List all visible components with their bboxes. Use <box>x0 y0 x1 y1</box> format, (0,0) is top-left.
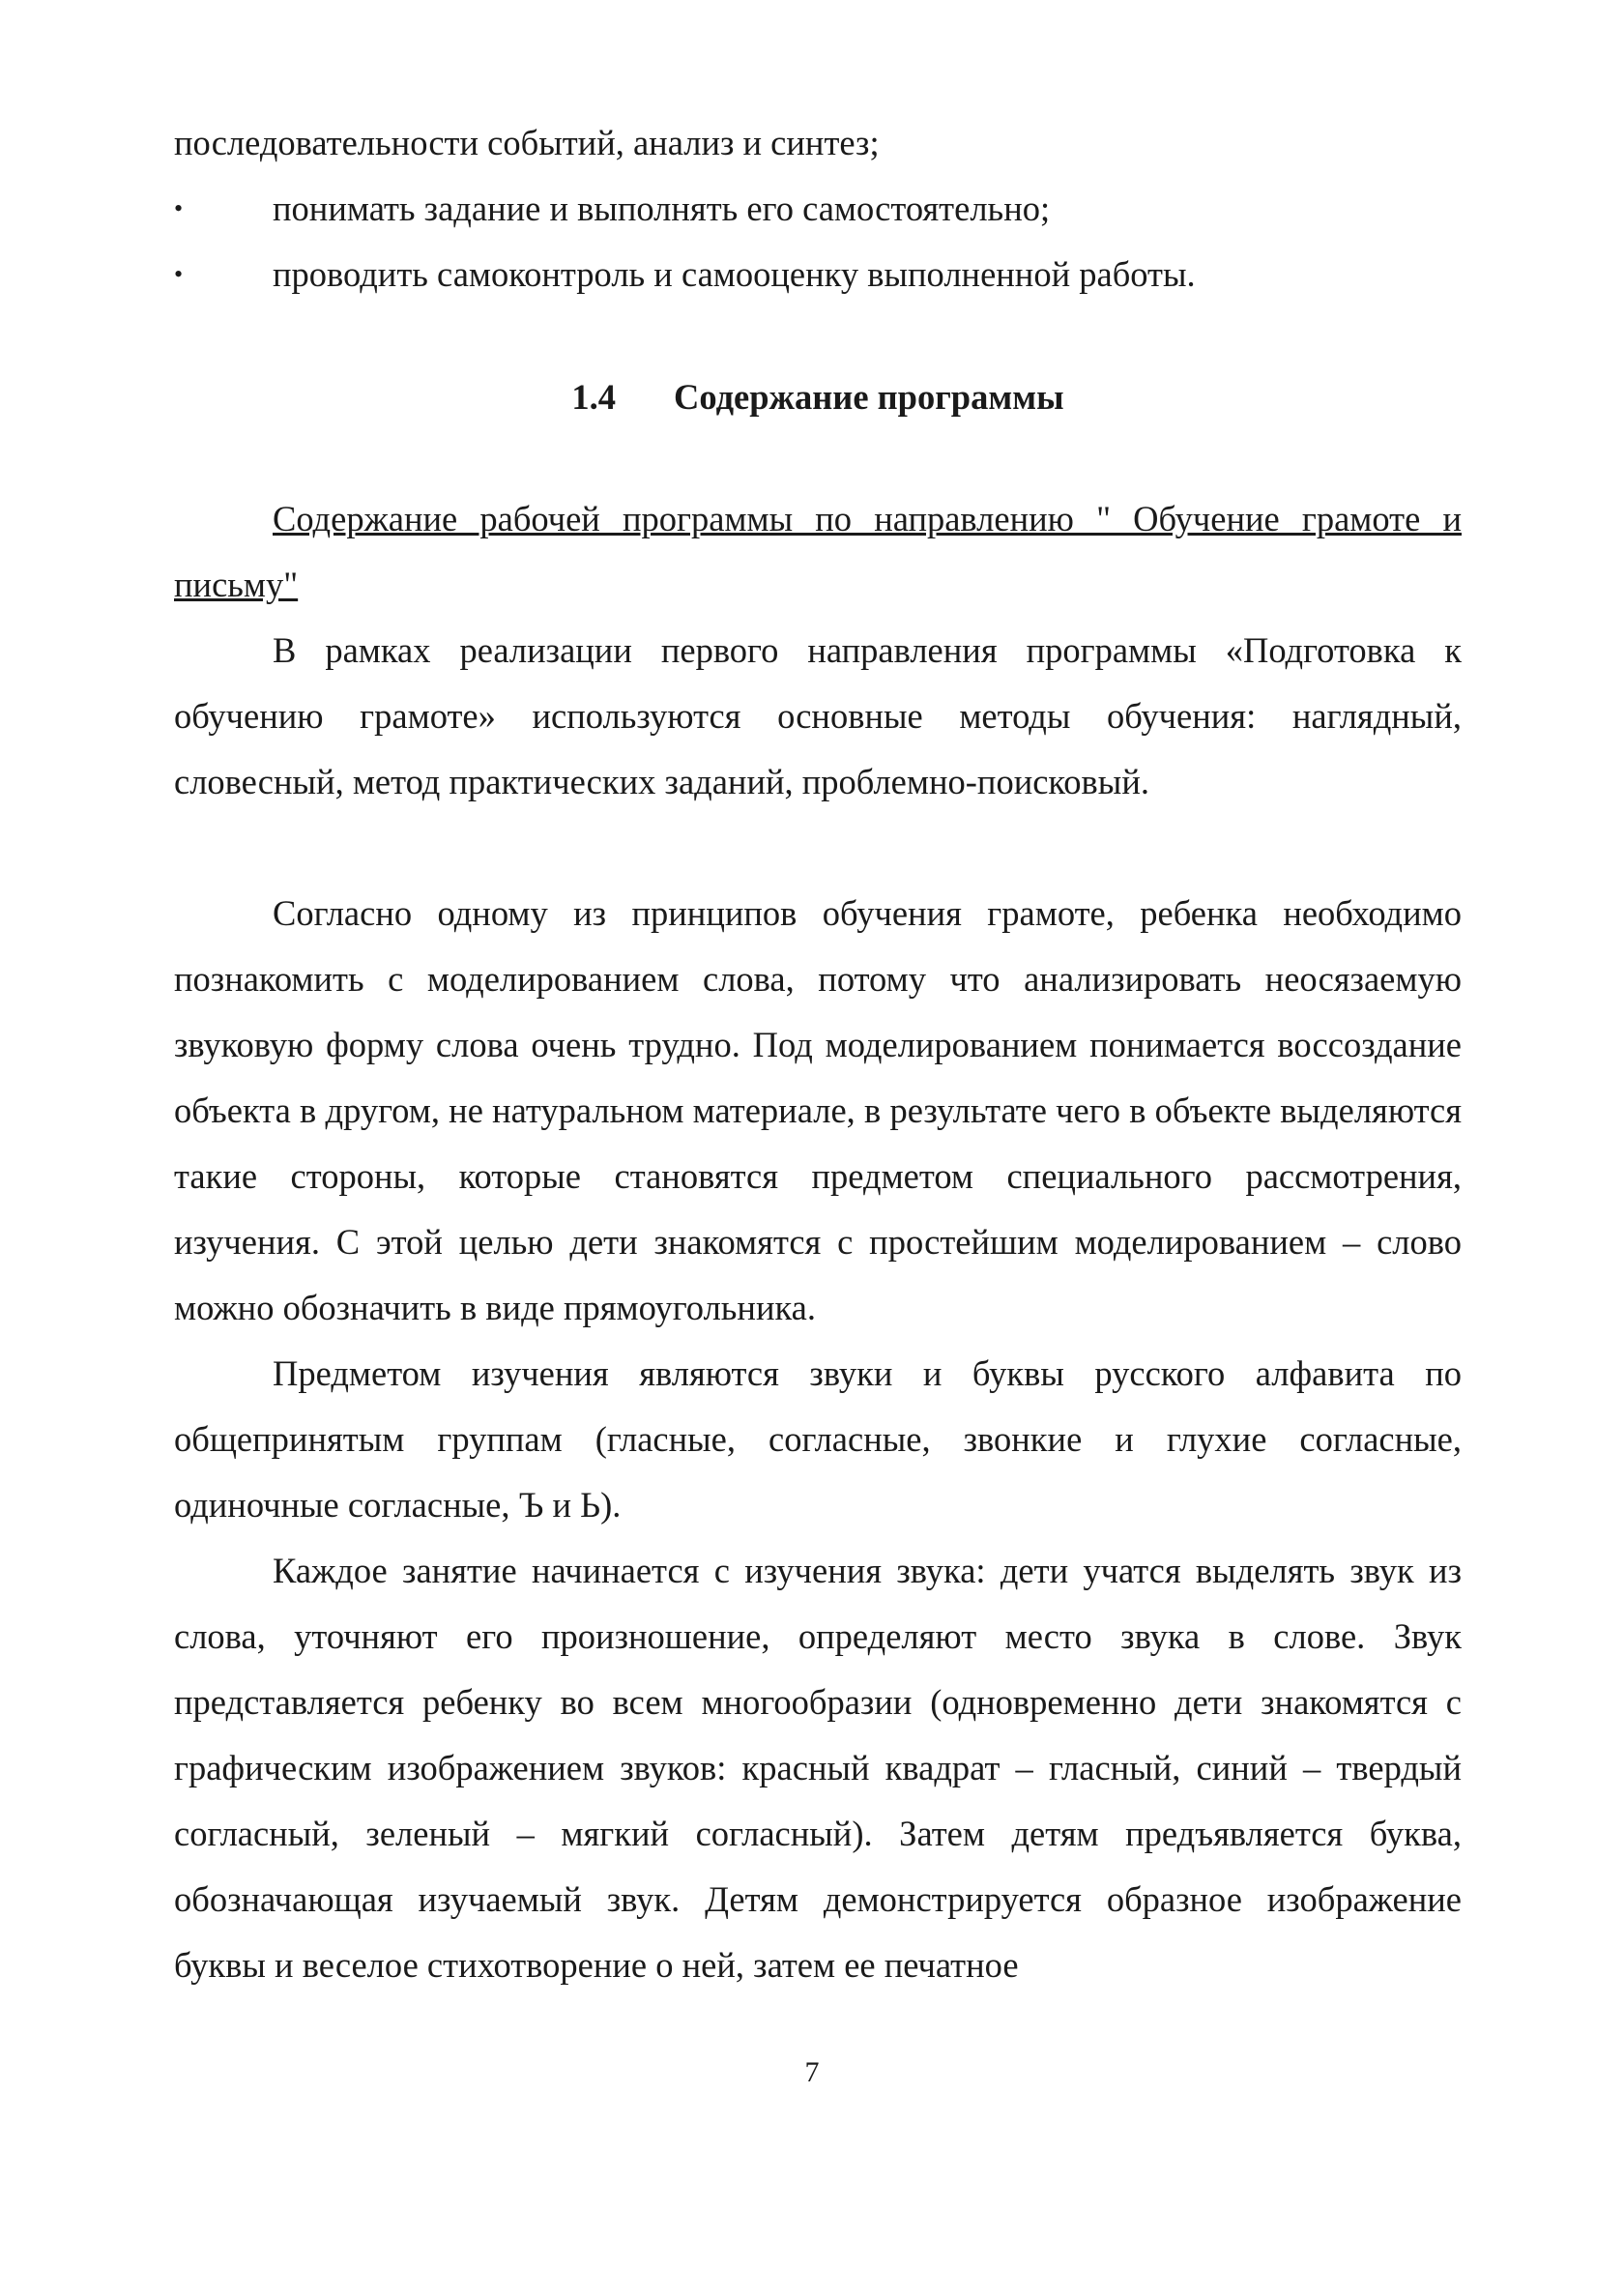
bullet-icon: • <box>174 194 184 222</box>
list-item <box>174 242 1462 307</box>
paragraph: В рамках реализации первого направления программы «Подготовка к обучению грамоте» используются основные методы обучения: наглядный, словесный, метод практических заданий, проблемно-поисковый. <box>174 630 1462 801</box>
subheading: Содержание рабочей программы по направлению " Обучение грамоте и письму" <box>174 499 1462 604</box>
section-number: 1.4 <box>571 377 617 417</box>
bullet-text: проводить самоконтроль и самооценку выполненной работы. <box>273 254 1196 294</box>
bullet-icon: • <box>174 260 184 288</box>
bullet-text: понимать задание и выполнять его самостоятельно; <box>273 189 1051 228</box>
paragraph: Каждое занятие начинается с изучения звука: дети учатся выделять звук из слова, уточняют его произношение, определяют место звука в слове. Звук представляется ребенку во всем многообразии (одновременно дети знакомятся с графическим изображением звуков: красный квадрат – гласный, синий – твердый согласный, зеленый – мягкий согласный). Затем детям предъявляется буква, обозначающая изучаемый звук. Детям демонстрируется образное изображение буквы и веселое стихотворение о ней, затем ее печатное <box>174 1551 1462 1985</box>
section-heading <box>174 364 1462 430</box>
paragraph: Согласно одному из принципов обучения грамоте, ребенка необходимо познакомить с моделированием слова, потому что анализировать неосязаемую звуковую форму слова очень трудно. Под моделированием понимается воссоздание объекта в другом, не натуральном материале, в результате чего в объекте выделяются такие стороны, которые становятся предметом специального рассмотрения, изучения. С этой целью дети знакомятся с простейшим моделированием – слово можно обозначить в виде прямоугольника. <box>174 893 1462 1327</box>
page-content <box>174 110 1462 1998</box>
paragraph: Предметом изучения являются звуки и буквы русского алфавита по общепринятым группам (гласные, согласные, звонкие и глухие согласные, одиночные согласные, Ъ и Ь). <box>174 1353 1462 1525</box>
intro-continuation: последовательности событий, анализ и синтез; <box>174 123 880 162</box>
bullet-list <box>174 176 1462 307</box>
section-title: Содержание программы <box>674 377 1064 417</box>
list-item <box>174 176 1462 242</box>
page-number: 7 <box>804 2056 820 2088</box>
paragraph-spacer <box>174 815 1462 881</box>
